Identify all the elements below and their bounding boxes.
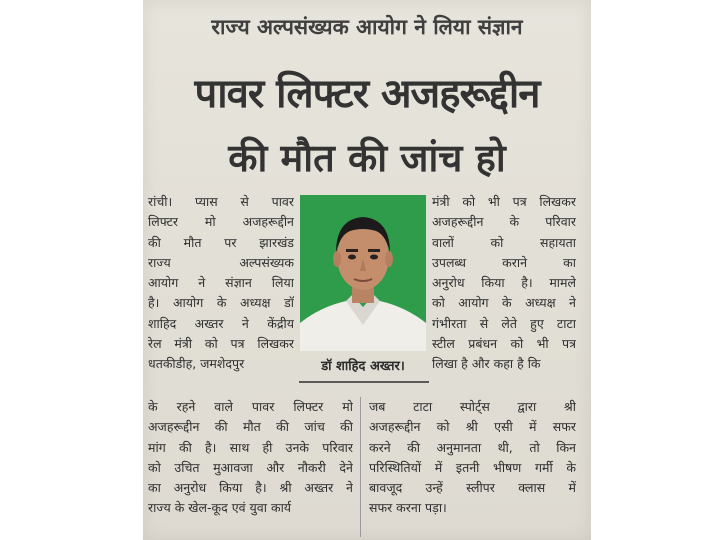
body-text-line: अजहरूद्दीन को श्री एसी में सफर: [369, 419, 576, 435]
body-text-line: सफर करना पड़ा।: [369, 500, 447, 516]
body-text-line: रांची। प्यास से पावर: [148, 194, 294, 209]
body-text-line: आयोग ने संज्ञान लिया: [148, 275, 294, 291]
body-text-line: स्टील प्रबंधन को भी पत्र: [432, 336, 576, 352]
headline-line-1: पावर लिफ्टर अजहरूद्दीन: [194, 71, 540, 117]
body-text-line: गंभीरता से लेते हुए टाटा: [432, 315, 576, 331]
body-text-line: मंत्री को भी पत्र लिखकर: [432, 194, 576, 209]
headline-line-2: की मौत की जांच हो: [228, 136, 506, 180]
body-text-line: उपलब्ध कराने का: [432, 254, 576, 270]
body-text-line: बावजूद उन्हें स्लीपर क्लास में: [369, 480, 576, 496]
body-text-line: शाहिद अख्तर ने केंद्रीय: [148, 315, 294, 331]
body-text-line: का अनुरोध किया है। श्री अख्तर ने: [148, 480, 353, 496]
body-text-line: को उचित मुआवजा और नौकरी देने: [148, 459, 353, 475]
photo-caption: डॉ शाहिद अख्तर।: [321, 359, 405, 374]
body-text-line: की मौत पर झारखंड: [148, 234, 294, 250]
body-text-line: को आयोग के अध्यक्ष ने: [432, 295, 576, 311]
body-text-line: करने की अनुमानता थी, तो किन: [369, 439, 576, 455]
body-text-line: अनुरोध किया है। मामले: [432, 275, 576, 291]
body-text-line: है। आयोग के अध्यक्ष डॉ: [148, 295, 294, 311]
body-text-line: मांग की है। साथ ही उनके परिवार: [148, 439, 353, 455]
body-text-line: अजहरूद्दीन की मौत की जांच की: [148, 419, 353, 435]
kicker-headline: राज्य अल्पसंख्यक आयोग ने लिया संज्ञान: [211, 15, 523, 39]
body-text-line: अजहरूद्दीन के परिवार: [432, 214, 576, 230]
portrait-photo: [300, 195, 426, 351]
body-column-left-top: [148, 192, 294, 375]
body-text-line: जब टाटा स्पोर्ट्स द्वारा श्री: [369, 399, 576, 414]
body-column-right-bottom: [369, 397, 576, 519]
body-text-line: रेल मंत्री को पत्र लिखकर: [148, 336, 294, 352]
column-divider: [360, 397, 361, 537]
body-column-left-bottom: [148, 397, 353, 519]
body-text-line: लिफ्टर मो अजहरूद्दीन: [148, 214, 294, 230]
body-column-right-top: [432, 192, 576, 375]
body-text-line: परिस्थितियों में इतनी भीषण गर्मी के: [369, 459, 576, 475]
body-text-line: धतकीडीह, जमशेदपुर: [148, 356, 245, 372]
body-text-line: के रहने वाले पावर लिफ्टर मो: [148, 399, 353, 414]
newspaper-clipping: [143, 0, 591, 540]
body-text-line: राज्य के खेल-कूद एवं युवा कार्य: [148, 500, 292, 516]
body-text-line: राज्य अल्पसंख्यक: [148, 254, 294, 270]
body-text-line: लिखा है और कहा है कि: [432, 356, 541, 372]
caption-rule: [299, 381, 429, 383]
body-text-line: वालों को सहायता: [432, 234, 576, 250]
